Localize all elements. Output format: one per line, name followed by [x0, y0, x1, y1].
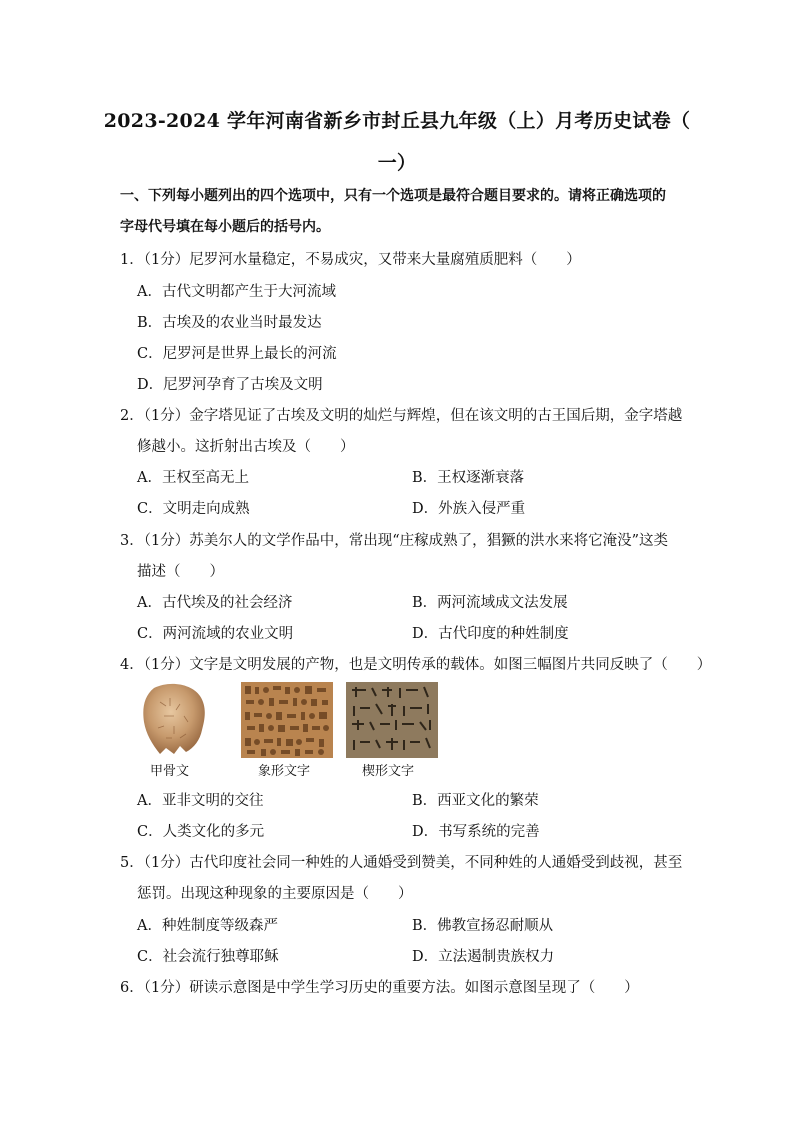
q5-stem-line2: 惩罚。出现这种现象的主要原因是（ ） [137, 886, 413, 902]
section-instruction-line1: 一、下列每小题列出的四个选项中，只有一个选项是最符合题目要求的。请将正确选项的 [120, 188, 666, 204]
q4-stem: 4．（1分）文字是文明发展的产物，也是文明传承的载体。如图三幅图片共同反映了（ ） [120, 657, 712, 673]
q3-stem-line2: 描述（ ） [137, 564, 224, 580]
q4-option-c: C．人类文化的多元 [137, 824, 265, 840]
q1-stem: 1．（1分）尼罗河水量稳定，不易成灾，又带来大量腐殖质肥料（ ） [120, 252, 581, 268]
oracle-bone-image [140, 682, 208, 758]
q4-option-b: B．西亚文化的繁荣 [412, 793, 539, 809]
q6-stem: 6．（1分）研读示意图是中学生学习历史的重要方法。如图示意图呈现了（ ） [120, 980, 639, 996]
exam-title-line2: 一） [377, 152, 417, 174]
q5-option-d: D．立法遏制贵族权力 [412, 949, 555, 965]
q5-option-a: A．种姓制度等级森严 [137, 918, 278, 934]
q3-stem-line1: 3．（1分）苏美尔人的文学作品中，常出现“庄稼成熟了，猖獗的洪水来将它淹没”这类 [120, 533, 669, 549]
q3-option-a: A．古代埃及的社会经济 [137, 595, 293, 611]
cuneiform-image [346, 682, 438, 758]
caption-cuneiform: 楔形文字 [362, 764, 415, 779]
q3-option-d: D．古代印度的种姓制度 [412, 626, 569, 642]
q2-option-a: A．王权至高无上 [137, 470, 249, 486]
exam-title-line1: 2023-2024 学年河南省新乡市封丘县九年级（上）月考历史试卷（ [103, 110, 691, 132]
q5-stem-line1: 5．（1分）古代印度社会同一种姓的人通婚受到赞美，不同种姓的人通婚受到歧视，甚至 [120, 855, 683, 871]
section-instruction-line2: 字母代号填在每小题后的括号内。 [120, 219, 330, 235]
q4-option-a: A．亚非文明的交往 [137, 793, 264, 809]
q1-option-a: A．古代文明都产生于大河流域 [137, 284, 336, 300]
caption-hieroglyph: 象形文字 [258, 764, 311, 779]
q3-option-b: B．两河流域成文法发展 [412, 595, 568, 611]
caption-oracle-bone: 甲骨文 [150, 764, 190, 779]
q2-option-d: D．外族入侵严重 [412, 501, 526, 517]
q2-stem-line1: 2．（1分）金字塔见证了古埃及文明的灿烂与辉煌，但在该文明的古王国后期，金字塔越 [120, 408, 683, 424]
q1-option-d: D．尼罗河孕育了古埃及文明 [137, 377, 323, 393]
q5-option-b: B．佛教宣扬忍耐顺从 [412, 918, 554, 934]
q3-option-c: C．两河流域的农业文明 [137, 626, 294, 642]
q1-option-c: C．尼罗河是世界上最长的河流 [137, 346, 337, 362]
q2-option-b: B．王权逐渐衰落 [412, 470, 525, 486]
q1-option-b: B．古埃及的农业当时最发达 [137, 315, 322, 331]
q2-stem-line2: 修越小。这折射出古埃及（ ） [137, 439, 355, 455]
q5-option-c: C．社会流行独尊耶稣 [137, 949, 279, 965]
q2-option-c: C．文明走向成熟 [137, 501, 250, 517]
hieroglyph-image [241, 682, 333, 758]
q4-option-d: D．书写系统的完善 [412, 824, 540, 840]
